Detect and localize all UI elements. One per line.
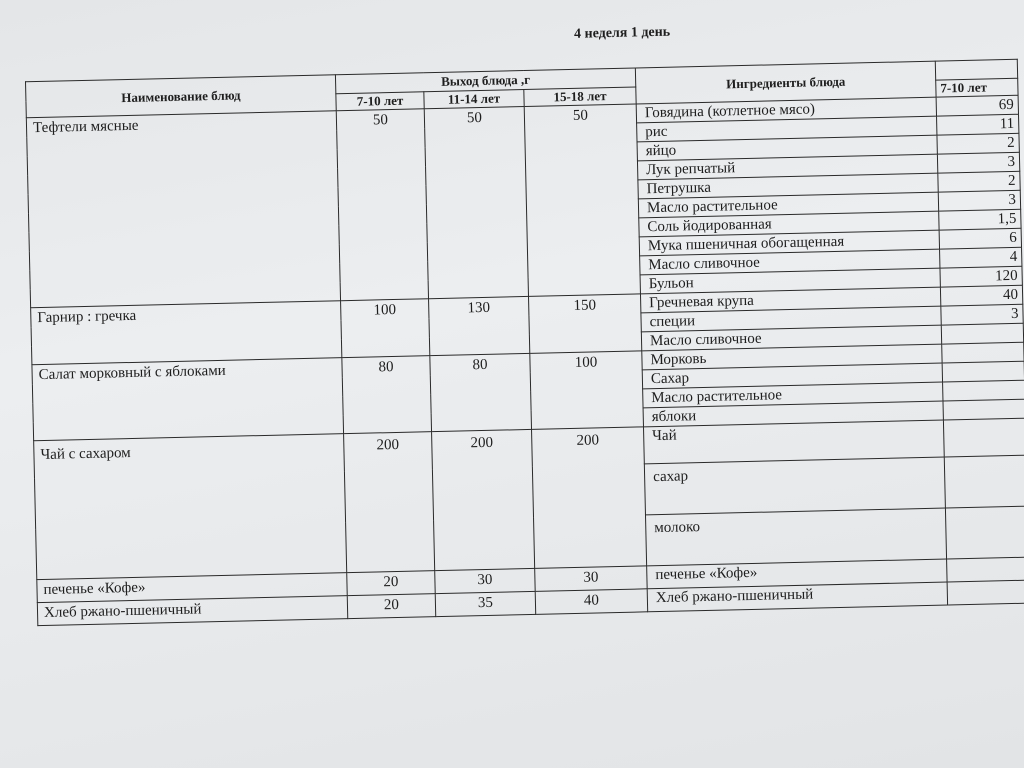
header-yield: Выход блюда ,г [335, 68, 635, 94]
dish-name: Гарнир : гречка [31, 301, 342, 365]
ingredient-name: Соль йодированная [639, 211, 939, 237]
ingredient-qty: 40 [940, 285, 1022, 306]
dish-name: Тефтели мясные [26, 111, 340, 308]
ingredient-qty [942, 342, 1024, 363]
yield-7-10: 20 [347, 571, 435, 596]
dish-name: Салат морковный с яблоками [32, 358, 344, 441]
ingredient-qty: 3 [937, 152, 1019, 173]
ingredient-name: Мука пшеничная обогащенная [639, 230, 939, 256]
yield-7-10: 100 [341, 299, 430, 358]
ingredient-qty [943, 380, 1024, 401]
ingredient-name: яйцо [637, 135, 937, 161]
ingredient-name: Масло растительное [638, 192, 938, 218]
ingredient-qty: 4 [940, 247, 1022, 268]
header-age-11-14: 11-14 лет [424, 89, 524, 108]
header-ingredients: Ингредиенты блюда [635, 61, 936, 104]
yield-7-10: 20 [347, 594, 435, 619]
ingredient-name: сахар [644, 457, 945, 515]
header-age-15-18: 15-18 лет [524, 87, 636, 107]
ingredient-name: Чай [643, 420, 944, 464]
ingredient-name: специи [641, 306, 941, 332]
ingredient-qty: 3 [941, 304, 1023, 325]
ingredient-name: Морковь [642, 344, 942, 370]
ingredient-qty: 120 [940, 266, 1022, 287]
ingredient-qty [947, 557, 1024, 582]
ingredient-name: Гречневая крупа [640, 287, 940, 313]
ingredient-qty [941, 323, 1023, 344]
ingredient-name: молоко [645, 508, 946, 566]
ingredient-qty [943, 399, 1024, 420]
ingredient-qty [942, 361, 1024, 382]
yield-11-14: 35 [435, 591, 535, 616]
ingredient-qty [944, 455, 1024, 508]
ingredient-qty: 69 [936, 95, 1018, 116]
yield-11-14: 50 [424, 106, 528, 298]
ingredient-qty [947, 580, 1024, 605]
header-ingredient-spacer [935, 59, 1017, 80]
ingredient-qty: 1,5 [939, 209, 1021, 230]
menu-table [25, 59, 1024, 626]
ingredient-name: печенье «Кофе» [647, 559, 947, 589]
yield-11-14: 130 [429, 296, 530, 355]
ingredient-name: Сахар [642, 363, 942, 389]
ingredient-qty: 3 [938, 190, 1020, 211]
yield-15-18: 150 [529, 294, 642, 354]
ingredient-name: Масло сливочное [640, 249, 940, 275]
yield-15-18: 200 [532, 427, 647, 569]
yield-11-14: 200 [432, 429, 535, 570]
yield-15-18: 30 [535, 566, 647, 592]
yield-11-14: 80 [430, 353, 532, 431]
ingredient-name: Масло растительное [643, 382, 943, 408]
ingredient-name: Лук репчатый [637, 154, 937, 180]
yield-7-10: 50 [336, 109, 428, 301]
yield-7-10: 200 [344, 432, 435, 573]
menu-sheet [0, 14, 1024, 678]
ingredient-qty: 11 [937, 114, 1019, 135]
ingredient-qty: 2 [938, 171, 1020, 192]
ingredient-qty [943, 418, 1024, 457]
ingredient-name: Петрушка [638, 173, 938, 199]
ingredient-name: рис [637, 116, 937, 142]
yield-11-14: 30 [435, 568, 535, 593]
yield-7-10: 80 [342, 356, 432, 434]
dish-name: печенье «Кофе» [37, 573, 347, 603]
ingredient-qty [945, 506, 1024, 559]
yield-15-18: 40 [535, 589, 647, 615]
dish-name: Чай с сахаром [34, 434, 347, 580]
header-dish-name: Наименование блюд [26, 75, 337, 118]
yield-15-18: 100 [530, 351, 644, 430]
header-ingredient-age: 7-10 лет [936, 78, 1018, 97]
yield-15-18: 50 [524, 104, 640, 296]
ingredient-name: Говядина (котлетное мясо) [636, 97, 936, 123]
ingredient-name: Бульон [640, 268, 940, 294]
ingredient-name: яблоки [643, 401, 943, 427]
header-age-7-10: 7-10 лет [336, 92, 424, 111]
ingredient-qty: 2 [937, 133, 1019, 154]
ingredient-name: Хлеб ржано-пшеничный [647, 582, 947, 612]
ingredient-qty: 6 [939, 228, 1021, 249]
ingredient-name: Масло сливочное [641, 325, 941, 351]
page-title: 4 неделя 1 день [573, 24, 671, 42]
dish-name: Хлеб ржано-пшеничный [37, 596, 347, 626]
